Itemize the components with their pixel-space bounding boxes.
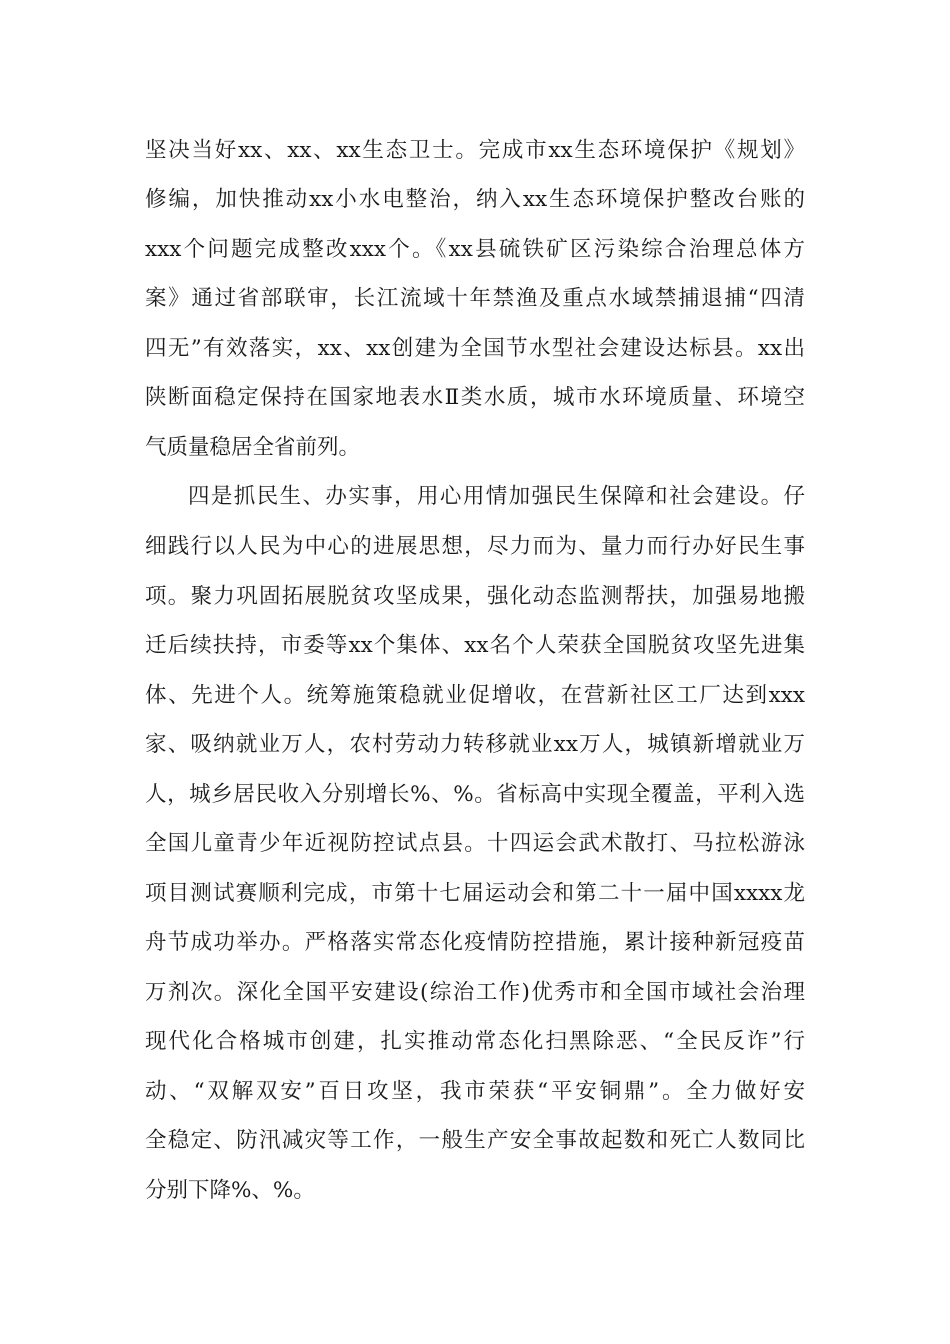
text-line: 万剂次。深化全国平安建设(综治工作)优秀市和全国市域社会治理 [145, 980, 805, 1005]
text-line: 体、先进个人。统筹施策稳就业促增收，在营新社区工厂达到xxx [145, 683, 805, 708]
text-line: 分别下降%、%。 [145, 1178, 315, 1203]
text-line: 细践行以人民为中心的进展思想，尽力而为、量力而行办好民生事 [145, 534, 805, 559]
text-line: 全稳定、防汛减灾等工作，一般生产安全事故起数和死亡人数同比 [145, 1128, 805, 1153]
text-line: 家、吸纳就业万人，农村劳动力转移就业xx万人，城镇新增就业万 [145, 732, 805, 757]
text-line: 坚决当好xx、xx、xx生态卫士。完成市xx生态环境保护《规划》 [145, 138, 805, 163]
text-line: 修编，加快推动xx小水电整治，纳入xx生态环境保护整改台账的 [145, 187, 805, 212]
text-line: xxx个问题完成整改xxx个。《xx县硫铁矿区污染综合治理总体方 [145, 237, 805, 262]
text-line: 案》通过省部联审，长江流域十年禁渔及重点水域禁捕退捕“四清 [145, 286, 805, 311]
text-line: 人，城乡居民收入分别增长%、%。省标高中实现全覆盖，平利入选 [145, 782, 805, 807]
paragraph-first-line: 四是抓民生、办实事，用心用情加强民生保障和社会建设。仔 [188, 484, 805, 509]
text-line: 动、“双解双安”百日攻坚，我市荣获“平安铜鼎”。全力做好安 [145, 1079, 805, 1104]
text-line: 气质量稳居全省前列。 [145, 435, 361, 460]
text-line: 四无”有效落实，xx、xx创建为全国节水型社会建设达标县。xx出 [145, 336, 805, 361]
text-line: 项目测试赛顺利完成，市第十七届运动会和第二十一届中国xxxx龙 [145, 881, 805, 906]
text-line: 项。聚力巩固拓展脱贫攻坚成果，强化动态监测帮扶，加强易地搬 [145, 584, 805, 609]
text-line: 全国儿童青少年近视防控试点县。十四运会武术散打、马拉松游泳 [145, 831, 805, 856]
text-line: 舟节成功举办。严格落实常态化疫情防控措施，累计接种新冠疫苗 [145, 930, 805, 955]
text-line: 迁后续扶持，市委等xx个集体、xx名个人荣获全国脱贫攻坚先进集 [145, 633, 805, 658]
text-line: 现代化合格城市创建，扎实推动常态化扫黑除恶、“全民反诈”行 [145, 1029, 805, 1054]
text-line: 陕断面稳定保持在国家地表水Ⅱ类水质，城市水环境质量、环境空 [145, 385, 805, 410]
